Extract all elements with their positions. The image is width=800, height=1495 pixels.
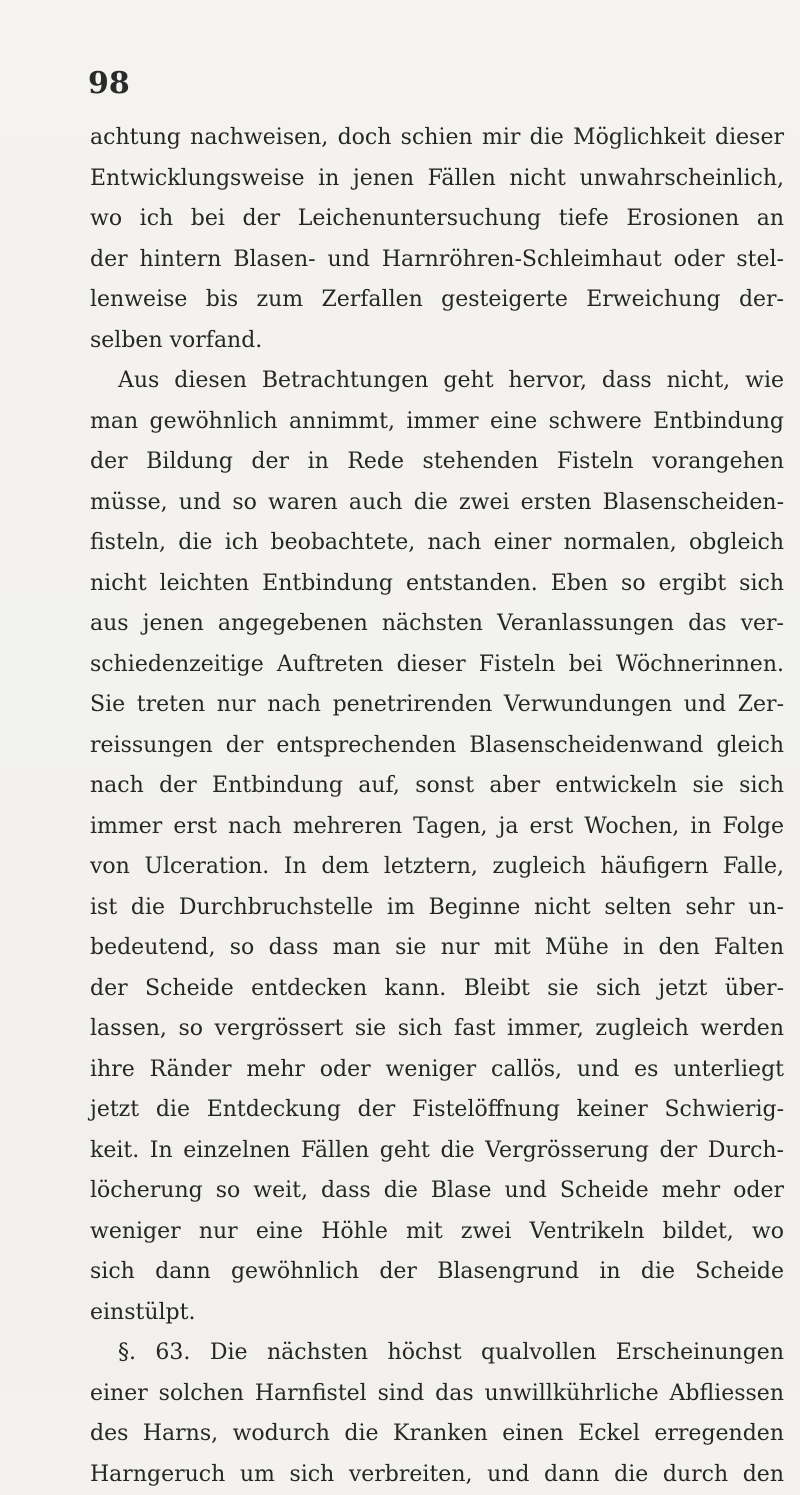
text-line: ihre Ränder mehr oder weniger callös, und es unterliegt [90,1050,784,1091]
text-line: reissungen der entsprechenden Blasenscheidenwand gleich [90,726,784,767]
text-line: nach der Entbindung auf, sonst aber entwickeln sie sich [90,766,784,807]
body-text [90,118,784,1495]
section-start-line: §. 63. Die nächsten höchst qualvollen Erscheinungen [90,1333,784,1374]
text-line: jetzt die Entdeckung der Fistelöffnung keiner Schwierig- [90,1090,784,1131]
text-line: wo ich bei der Leichenuntersuchung tiefe Erosionen an [90,199,784,240]
text-line: Harngeruch um sich verbreiten, und dann die durch den [90,1455,784,1495]
text-line: der hintern Blasen- und Harnröhren-Schleimhaut oder stel- [90,240,784,281]
text-line: weniger nur eine Höhle mit zwei Ventrikeln bildet, wo [90,1212,784,1253]
text-line: einer solchen Harnfistel sind das unwillkührliche Abfliessen [90,1374,784,1415]
text-line: der Scheide entdecken kann. Bleibt sie sich jetzt über- [90,969,784,1010]
text-line: selben vorfand. [90,321,784,362]
text-line: aus jenen angegebenen nächsten Veranlassungen das ver- [90,604,784,645]
text-line: sich dann gewöhnlich der Blasengrund in die Scheide [90,1252,784,1293]
text-line: lenweise bis zum Zerfallen gesteigerte Erweichung der- [90,280,784,321]
text-line: Sie treten nur nach penetrirenden Verwundungen und Zer- [90,685,784,726]
text-line: müsse, und so waren auch die zwei ersten Blasenscheiden- [90,483,784,524]
text-line: schiedenzeitige Auftreten dieser Fisteln bei Wöchnerinnen. [90,645,784,686]
page-number: 98 [88,66,130,101]
text-line: achtung nachweisen, doch schien mir die Möglichkeit dieser [90,118,784,159]
text-line: des Harns, wodurch die Kranken einen Eckel erregenden [90,1414,784,1455]
text-line: man gewöhnlich annimmt, immer eine schwere Entbindung [90,402,784,443]
text-line: Entwicklungsweise in jenen Fällen nicht unwahrscheinlich, [90,159,784,200]
text-line: immer erst nach mehreren Tagen, ja erst Wochen, in Folge [90,807,784,848]
paragraph-start-line: Aus diesen Betrachtungen geht hervor, dass nicht, wie [90,361,784,402]
text-line: von Ulceration. In dem letztern, zugleich häufigern Falle, [90,847,784,888]
text-line: fisteln, die ich beobachtete, nach einer normalen, obgleich [90,523,784,564]
text-line: bedeutend, so dass man sie nur mit Mühe in den Falten [90,928,784,969]
text-line: der Bildung der in Rede stehenden Fisteln vorangehen [90,442,784,483]
text-line: ist die Durchbruchstelle im Beginne nicht selten sehr un- [90,888,784,929]
text-line: keit. In einzelnen Fällen geht die Vergrösserung der Durch- [90,1131,784,1172]
text-line: einstülpt. [90,1293,784,1334]
text-line: löcherung so weit, dass die Blase und Scheide mehr oder [90,1171,784,1212]
text-line: lassen, so vergrössert sie sich fast immer, zugleich werden [90,1009,784,1050]
text-line: nicht leichten Entbindung entstanden. Eben so ergibt sich [90,564,784,605]
